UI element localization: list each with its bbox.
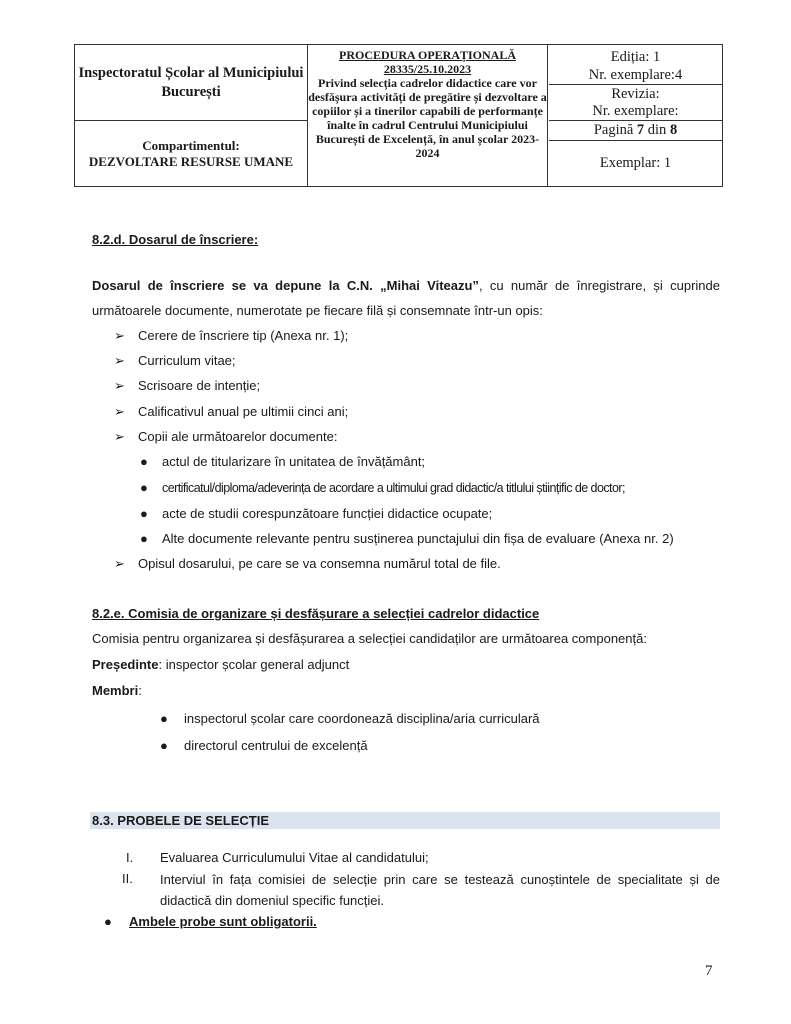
exemplar: Exemplar: 1 (599, 155, 672, 171)
page-total: 8 (669, 122, 678, 138)
copies-count-1: Nr. exemplare:4 (588, 67, 683, 83)
probe-text: Interviul în fața comisiei de selecție prin care se testează cunoștintele de specialitate și de didactică din domeniul specific funcției. (160, 872, 720, 908)
page-of: din (647, 122, 667, 138)
intro-bold: Dosarul de înscriere se va depune la C.N. „Mihai Viteazu” (92, 278, 479, 293)
arrow-bullet-icon: ➢ (114, 556, 125, 571)
sub-list-item: ● certificatul/diploma/adeverința de acordare a ultimului grad didactic/a titlului științific de doctor; (140, 478, 625, 498)
list-item: ➢ Scrisoare de intenție; (114, 376, 260, 396)
arrow-bullet-icon: ➢ (114, 378, 125, 393)
probes-note: Ambele probe sunt obligatorii. (129, 914, 317, 929)
probe-text: Evaluarea Curriculumului Vitae al candidatului; (160, 850, 429, 865)
dot-bullet-icon: ● (140, 480, 148, 495)
arrow-bullet-icon: ➢ (114, 353, 125, 368)
probe-number: II. (122, 871, 133, 886)
revision-cell (549, 86, 722, 121)
document-header-table (74, 44, 723, 187)
members-line: Membri: (92, 683, 142, 698)
sub-list-item: ● Alte documente relevante pentru susținerea punctajului din fișa de evaluare (Anexa nr. 2) (140, 529, 674, 549)
arrow-bullet-icon: ➢ (114, 404, 125, 419)
sub-list-item: ● acte de studii corespunzătoare funcției didactice ocupate; (140, 504, 492, 524)
list-item: ➢ Curriculum vitae; (114, 351, 236, 371)
probe-number: I. (126, 850, 134, 865)
arrow-bullet-icon: ➢ (114, 328, 125, 343)
page-label: Pagină (593, 122, 634, 138)
president-value: : inspector școlar general adjunct (158, 657, 350, 672)
procedure-cell (308, 45, 548, 186)
president-label: Președinte (92, 657, 159, 672)
section-82d-intro (92, 273, 720, 323)
header-right-column (549, 45, 722, 186)
section-heading-82e: 8.2.e. Comisia de organizare și desfășurare a selecției cadrelor didactice (92, 606, 540, 621)
intro-rest: , cu număr de înregistrare, și cuprinde următoarele documente, numerotate pe fiecare filă și consemnate într-un opis: (92, 278, 720, 318)
dot-bullet-icon: ● (160, 711, 168, 726)
page-number: 7 (705, 963, 713, 979)
page-count-cell (549, 121, 722, 141)
procedure-title: PROCEDURA OPERAȚIONALĂ (338, 48, 516, 62)
dot-bullet-icon: ● (140, 506, 148, 521)
arrow-bullet-icon: ➢ (114, 429, 125, 444)
section-heading-83: 8.3. PROBELE DE SELECȚIE (92, 813, 269, 828)
dot-bullet-icon: ● (140, 531, 148, 546)
list-item: ➢ Copii ale următoarelor documente: (114, 427, 337, 447)
header-left-column (75, 45, 308, 186)
list-item: ➢ Calificativul anual pe ultimii cinci ani; (114, 402, 348, 422)
section-82e-intro: Comisia pentru organizarea și desfășurarea a selecției candidaților are următoarea componență: (92, 631, 647, 646)
sub-list-item: ● actul de titularizare în unitatea de învățământ; (140, 452, 425, 472)
exemplar-cell (549, 141, 722, 186)
list-item: ➢ Opisul dosarului, pe care se va consemna numărul total de file. (114, 554, 501, 574)
revision: Revizia: (611, 86, 660, 102)
institution-name: Inspectoratul Școlar al Municipiului București (75, 45, 307, 121)
department-label: Compartimentul: (142, 137, 240, 153)
dot-bullet-icon: ● (104, 914, 112, 929)
section-heading-82d: 8.2.d. Dosarul de înscriere: (92, 232, 259, 247)
page-current: 7 (636, 122, 645, 138)
procedure-number: 28335/25.10.2023 (383, 62, 472, 76)
edition: Ediția: 1 (610, 49, 661, 65)
procedure-description: Privind selecția cadrelor didactice care vor desfășura activități de pregătire și dezvoltare a copiilor și a tinerilor capabili de performanțe înalte în cadrul Centrului Municipiului București de Excelență, în anul școlar 2023-2024 (308, 76, 547, 160)
member-item: ● inspectorul școlar care coordonează disciplina/aria curriculară (160, 709, 540, 729)
member-item: ● directorul centrului de excelență (160, 736, 368, 756)
dot-bullet-icon: ● (140, 454, 148, 469)
members-label: Membri (92, 683, 139, 698)
department-cell (75, 121, 307, 186)
list-item: ➢ Cerere de înscriere tip (Anexa nr. 1); (114, 326, 348, 346)
department-name: DEZVOLTARE RESURSE UMANE (88, 153, 294, 169)
dot-bullet-icon: ● (160, 738, 168, 753)
copies-count-2: Nr. exemplare: (592, 103, 679, 119)
edition-cell (549, 45, 722, 85)
president-line (92, 657, 720, 672)
